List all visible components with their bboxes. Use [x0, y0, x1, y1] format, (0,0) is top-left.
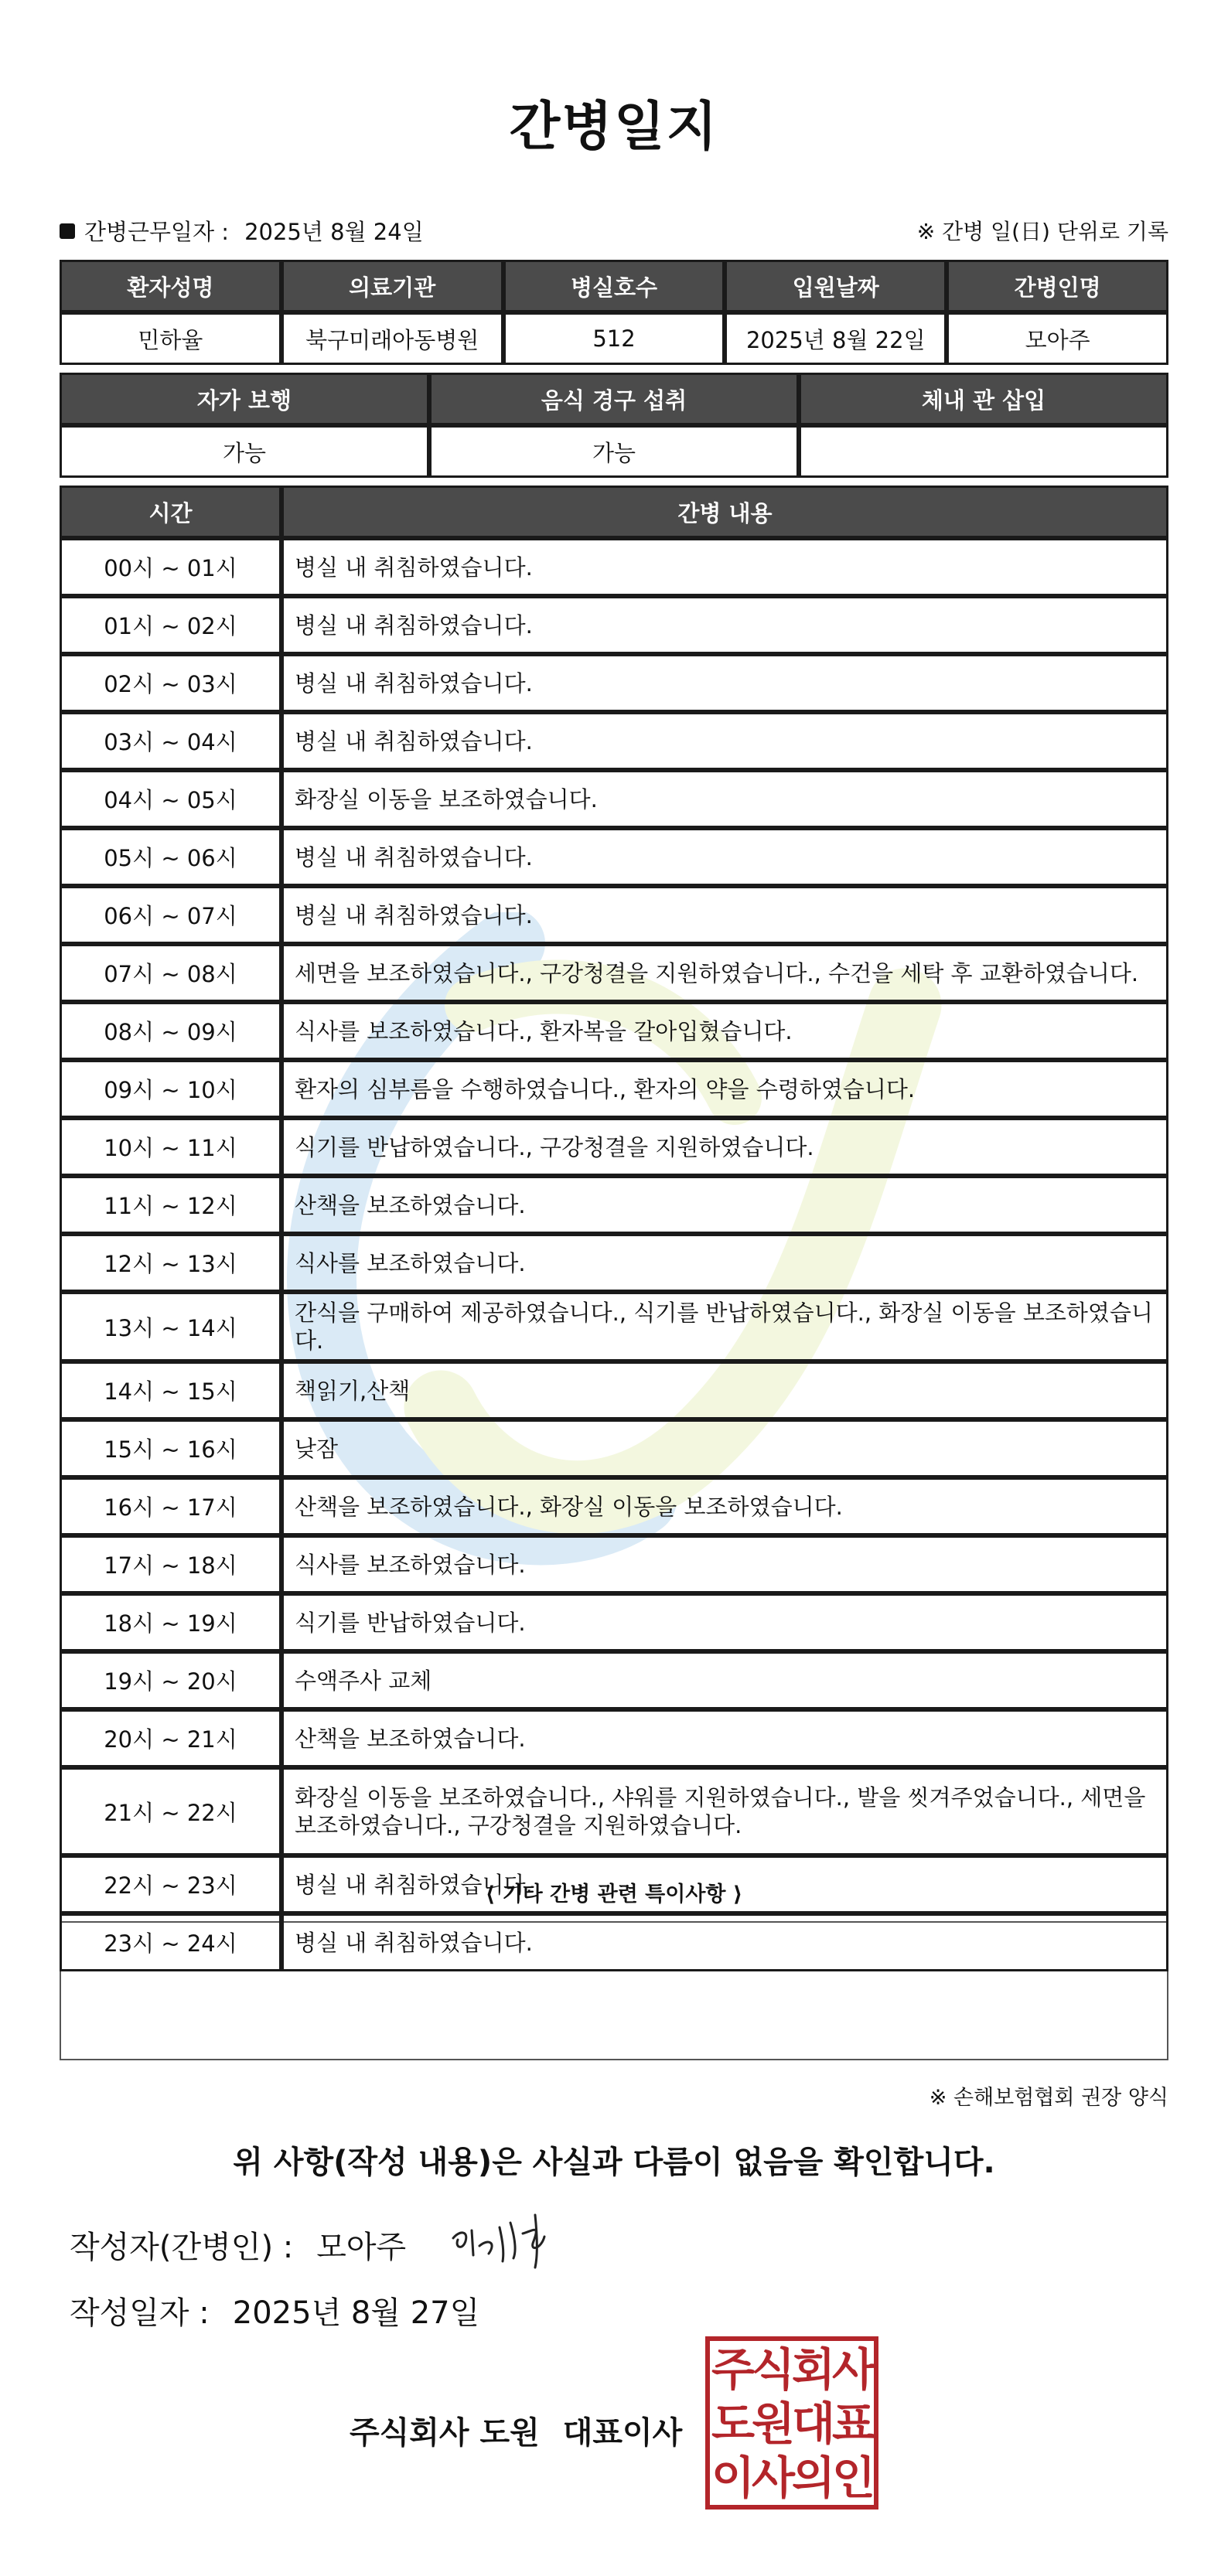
log-time-cell: 02시 ~ 03시 — [60, 654, 281, 712]
log-time-cell: 05시 ~ 06시 — [60, 828, 281, 886]
log-time-cell: 12시 ~ 13시 — [60, 1234, 281, 1292]
stamp-line: 도원대표 — [711, 2397, 873, 2450]
care-log-row — [60, 1767, 1168, 1855]
log-content-cell: 병실 내 취침하였습니다. — [281, 1913, 1168, 1971]
care-log-row — [60, 944, 1168, 1002]
log-content-cell: 산책을 보조하였습니다. — [281, 1176, 1168, 1234]
log-content-cell: 낮잠 — [281, 1419, 1168, 1477]
care-log-table — [60, 486, 1168, 1971]
handwritten-signature — [449, 2207, 572, 2269]
log-content-cell: 병실 내 취침하였습니다. — [281, 1855, 1168, 1913]
caregiver-name: 모아주 — [947, 312, 1168, 365]
patient-info-table — [60, 260, 1168, 365]
written-date-value: 2025년 8월 27일 — [232, 2295, 480, 2331]
company-title: 대표이사 — [562, 2415, 683, 2451]
log-time-cell: 06시 ~ 07시 — [60, 886, 281, 944]
meta-row — [60, 215, 1168, 249]
recommend-note: ※ 손해보험협회 권장 양식 — [929, 2086, 1168, 2110]
care-log-rows — [60, 538, 1168, 1971]
care-log-row — [60, 828, 1168, 886]
header-oral-intake: 음식 경구 섭취 — [429, 373, 799, 425]
square-bullet-icon — [60, 223, 75, 239]
header-caregiver: 간병인명 — [947, 260, 1168, 312]
writer-name: 모아주 — [316, 2230, 407, 2265]
care-log-row — [60, 1419, 1168, 1477]
log-content-cell: 식기를 반납하였습니다., 구강청결을 지원하였습니다. — [281, 1118, 1168, 1176]
company-seal-stamp — [705, 2336, 878, 2510]
care-log-row — [60, 654, 1168, 712]
header-patient-name: 환자성명 — [60, 260, 281, 312]
care-log-row — [60, 1361, 1168, 1419]
work-date-value: 2025년 8월 24일 — [244, 219, 424, 245]
work-date-label: 간병근무일자 : — [84, 219, 230, 245]
log-time-cell: 23시 ~ 24시 — [60, 1913, 281, 1971]
header-hospital: 의료기관 — [281, 260, 503, 312]
log-time-cell: 13시 ~ 14시 — [60, 1292, 281, 1361]
log-time-cell: 01시 ~ 02시 — [60, 596, 281, 654]
header-tube: 체내 관 삽입 — [799, 373, 1168, 425]
log-content-cell: 식기를 반납하였습니다. — [281, 1593, 1168, 1651]
log-content-cell: 환자의 심부름을 수행하였습니다., 환자의 약을 수령하였습니다. — [281, 1060, 1168, 1118]
company-name: 주식회사 도원 — [350, 2415, 540, 2451]
written-date-line — [70, 2288, 479, 2332]
log-content-cell: 식사를 보조하였습니다. — [281, 1535, 1168, 1593]
log-content-cell: 병실 내 취침하였습니다. — [281, 654, 1168, 712]
log-time-cell: 11시 ~ 12시 — [60, 1176, 281, 1234]
stamp-line: 주식회사 — [711, 2343, 873, 2396]
walking-status: 가능 — [60, 425, 429, 478]
log-time-cell: 21시 ~ 22시 — [60, 1767, 281, 1855]
care-log-row — [60, 1913, 1168, 1971]
care-log-row — [60, 712, 1168, 770]
patient-name: 민하율 — [60, 312, 281, 365]
log-content-cell: 병실 내 취침하였습니다. — [281, 538, 1168, 596]
care-log-row — [60, 886, 1168, 944]
care-log-row — [60, 1855, 1168, 1913]
log-content-cell: 세면을 보조하였습니다., 구강청결을 지원하였습니다., 수건을 세탁 후 교환하였습니다. — [281, 944, 1168, 1002]
log-time-cell: 15시 ~ 16시 — [60, 1419, 281, 1477]
log-content-cell: 화장실 이동을 보조하였습니다., 샤워를 지원하였습니다., 발을 씻겨주었습니다., 세면을 보조하였습니다., 구강청결을 지원하였습니다. — [281, 1767, 1168, 1855]
log-content-cell: 병실 내 취침하였습니다. — [281, 712, 1168, 770]
care-log-row — [60, 1535, 1168, 1593]
room-number: 512 — [503, 312, 725, 365]
writer-line — [70, 2223, 406, 2267]
log-time-cell: 04시 ~ 05시 — [60, 770, 281, 828]
log-time-cell: 10시 ~ 11시 — [60, 1118, 281, 1176]
log-content-cell: 수액주사 교체 — [281, 1651, 1168, 1709]
log-time-cell: 03시 ~ 04시 — [60, 712, 281, 770]
log-time-cell: 16시 ~ 17시 — [60, 1477, 281, 1535]
patient-status-table — [60, 373, 1168, 478]
care-log-row — [60, 538, 1168, 596]
log-time-cell: 22시 ~ 23시 — [60, 1855, 281, 1913]
hospital: 북구미래아동병원 — [281, 312, 503, 365]
log-time-cell: 00시 ~ 01시 — [60, 538, 281, 596]
oral-intake-status: 가능 — [429, 425, 799, 478]
header-time: 시간 — [60, 486, 281, 538]
care-log-row — [60, 1477, 1168, 1535]
care-log-row — [60, 1060, 1168, 1118]
log-content-cell: 병실 내 취침하였습니다. — [281, 828, 1168, 886]
care-log-row — [60, 1709, 1168, 1767]
care-log-row — [60, 1651, 1168, 1709]
care-log-row — [60, 1118, 1168, 1176]
log-content-cell: 책읽기,산책 — [281, 1361, 1168, 1419]
log-content-cell: 병실 내 취침하였습니다. — [281, 596, 1168, 654]
log-time-cell: 07시 ~ 08시 — [60, 944, 281, 1002]
company-signature — [350, 2408, 682, 2452]
care-log-row — [60, 770, 1168, 828]
care-log-row — [60, 596, 1168, 654]
log-time-cell: 17시 ~ 18시 — [60, 1535, 281, 1593]
tube-status — [799, 425, 1168, 478]
care-log-row — [60, 1234, 1168, 1292]
admission-date: 2025년 8월 22일 — [725, 312, 947, 365]
care-log-row — [60, 1593, 1168, 1651]
log-time-cell: 08시 ~ 09시 — [60, 1002, 281, 1060]
log-content-cell: 식사를 보조하였습니다., 환자복을 갈아입혔습니다. — [281, 1002, 1168, 1060]
confirmation-statement: 위 사항(작성 내용)은 사실과 다름이 없음을 확인합니다. — [233, 2145, 995, 2180]
log-content-cell: 화장실 이동을 보조하였습니다. — [281, 770, 1168, 828]
care-log-row — [60, 1176, 1168, 1234]
log-content-cell: 산책을 보조하였습니다. — [281, 1709, 1168, 1767]
log-time-cell: 14시 ~ 15시 — [60, 1361, 281, 1419]
log-content-cell: 간식을 구매하여 제공하였습니다., 식기를 반납하였습니다., 화장실 이동을 보조하였습니다. — [281, 1292, 1168, 1361]
written-date-label: 작성일자 : — [70, 2295, 210, 2331]
header-walking: 자가 보행 — [60, 373, 429, 425]
header-room: 병실호수 — [503, 260, 725, 312]
header-admission-date: 입원날짜 — [725, 260, 947, 312]
notes-title: ⟨ 기타 간병 관련 특이사항 ⟩ — [485, 1883, 743, 1906]
log-time-cell: 20시 ~ 21시 — [60, 1709, 281, 1767]
log-content-cell: 산책을 보조하였습니다., 화장실 이동을 보조하였습니다. — [281, 1477, 1168, 1535]
log-time-cell: 09시 ~ 10시 — [60, 1060, 281, 1118]
care-log-row — [60, 1002, 1168, 1060]
log-content-cell: 병실 내 취침하였습니다. — [281, 886, 1168, 944]
log-time-cell: 18시 ~ 19시 — [60, 1593, 281, 1651]
writer-label: 작성자(간병인) : — [70, 2230, 294, 2265]
stamp-line: 이사의인 — [711, 2452, 873, 2504]
log-content-cell: 식사를 보조하였습니다. — [281, 1234, 1168, 1292]
work-date — [60, 215, 424, 247]
header-care-content: 간병 내용 — [281, 486, 1168, 538]
document-title: 간병일지 — [509, 97, 719, 158]
unit-note: ※ 간병 일(日) 단위로 기록 — [916, 219, 1168, 244]
care-log-row — [60, 1292, 1168, 1361]
log-time-cell: 19시 ~ 20시 — [60, 1651, 281, 1709]
